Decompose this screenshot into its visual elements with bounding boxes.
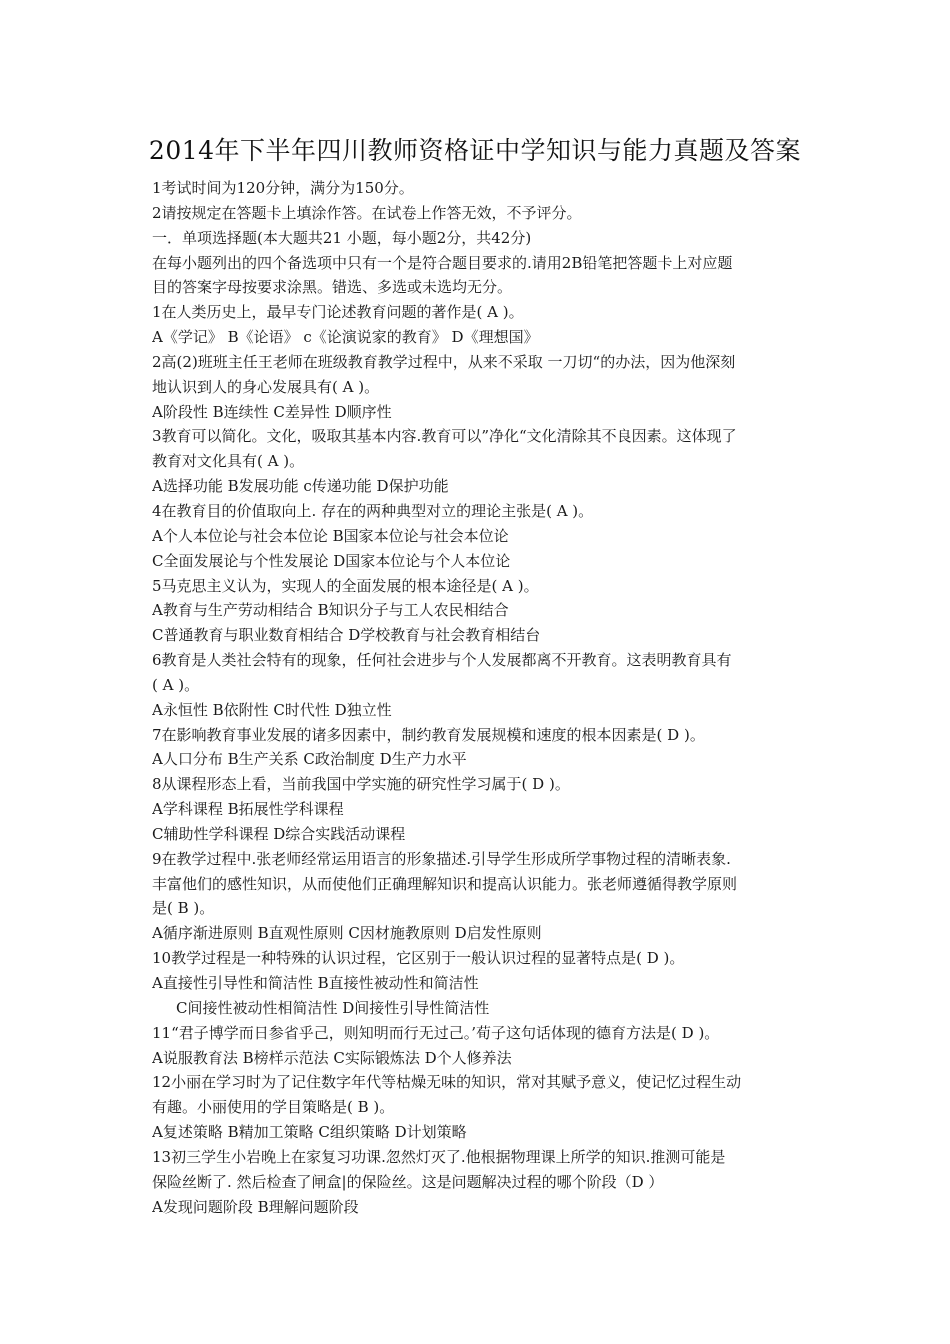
options-line: A复述策略 B精加工策略 C组织策略 D计划策略 — [152, 1123, 467, 1142]
options-line: A《学记》 B《论语》 c《论演说家的教育》 D《理想国》 — [152, 328, 539, 347]
options-line: A直接性引导性和简洁性 B直接性被动性和简洁性 — [152, 974, 479, 992]
question-line: 7在影响教育事业发展的诸多因素中，制约教育发展规模和速度的根本因素是( D )。 — [152, 725, 705, 744]
section-heading: 一．单项选择题(本大题共21 小题，每小题2分，共42分) — [152, 228, 532, 247]
options-line: C普通教育与职业数育相结合 D学校教育与社会教育相结台 — [152, 626, 541, 645]
question-line: 有趣。小丽使用的学目策略是( B )。 — [152, 1098, 395, 1117]
text-line: 1考试时间为120分钟，满分为150分。 — [152, 179, 414, 197]
question-line: 8从课程形态上看，当前我国中学实施的研究性学习属于( D )。 — [152, 775, 570, 794]
options-line: A永恒性 B依附性 C时代性 D独立性 — [152, 700, 392, 719]
question-line: 5马克思主义认为，实现人的全面发展的根本途径是( A )。 — [152, 576, 539, 595]
question-line: 地认识到人的身心发展具有( A )。 — [152, 377, 380, 396]
text-line: 2请按规定在答题卡上填涂作答。在试卷上作答无效，不予评分。 — [152, 203, 582, 222]
question-line: 是( B )。 — [152, 899, 215, 918]
options-line: A个人本位论与社会本位论 B国家本位论与社会本位论 — [152, 526, 509, 545]
question-line: 教育对文化具有( A )。 — [152, 452, 305, 471]
question-line: 12小丽在学习时为了记住数字年代等枯燥无味的知识，常对其赋予意义，使记忆过程生动 — [152, 1073, 742, 1092]
question-line: 1在人类历史上，最早专门论述教育问题的著作是( A )。 — [152, 303, 524, 322]
question-line: 13初三学生小岩晚上在家复习功课.忽然灯灭了.他根据物理课上所学的知识.推测可能是 — [152, 1147, 726, 1166]
options-line: A学科课程 B拓展性学科课程 — [152, 800, 344, 819]
document-title: 2014年下半年四川教师资格证中学知识与能力真题及答案 — [148, 136, 802, 165]
question-line: 6教育是人类社会特有的现象，任何社会进步与个人发展都离不开教育。这表明教育具有 — [152, 651, 732, 670]
question-line: 2高(2)班班主任王老师在班级教育教学过程中，从来不采取 一刀切“的办法，因为他深刻 — [152, 352, 736, 371]
options-line: A发现问题阶段 B理解问题阶段 — [152, 1197, 359, 1216]
question-line: 4在教育目的价值取向上. 存在的两种典型对立的理论主张是( A )。 — [152, 501, 594, 520]
document-body — [152, 176, 812, 1219]
options-line: A循序渐进原则 B直观性原则 C因材施教原则 D启发性原则 — [152, 924, 542, 943]
question-line: 11“君子博学而日参省乎己，则知明而行无过己。’荀子这句话体现的德育方法是( D )。 — [152, 1023, 720, 1042]
options-line: A说服教育法 B榜样示范法 C实际锻炼法 D个人修养法 — [152, 1048, 512, 1067]
question-line: 丰富他们的感性知识，从而使他们正确理解知识和提高认识能力。张老师遵循得教学原则 — [152, 874, 738, 893]
options-line: A阶段性 B连续性 C差异性 D顺序性 — [152, 402, 392, 421]
question-line: 3教育可以简化。文化，吸取其基本内容.教育可以”净化“文化清除其不良因素。这体现了 — [152, 427, 737, 446]
text-line: 目的答案字母按要求涂黑。错选、多选或未选均无分。 — [152, 278, 513, 297]
question-line: 保险丝断了. 然后检查了闸盒|的保险丝。这是问题解决过程的哪个阶段（D ） — [152, 1172, 664, 1191]
text-line: 在每小题列出的四个备选项中只有一个是符合题目要求的.请用2B铅笔把答题卡上对应题 — [152, 253, 733, 272]
options-line: C全面发展论与个性发展论 D国家本位论与个人本位论 — [152, 551, 511, 570]
options-line: A选择功能 B发展功能 c传递功能 D保护功能 — [152, 477, 449, 496]
options-line: C间接性被动性相简洁性 D间接性引导性简洁性 — [176, 998, 490, 1017]
question-line: 10教学过程是一种特殊的认识过程，它区别于一般认识过程的显著特点是( D )。 — [152, 949, 685, 968]
options-line: A人口分布 B生产关系 C政治制度 D生产力水平 — [152, 750, 467, 769]
options-line: A教育与生产劳动相结合 B知识分子与工人农民相结合 — [152, 601, 509, 620]
options-line: C辅助性学科课程 D综合实践活动课程 — [152, 824, 406, 843]
question-line: ( A )。 — [152, 675, 200, 694]
question-line: 9在教学过程中.张老师经常运用语言的形象描述.引导学生形成所学事物过程的清晰表象. — [152, 849, 731, 868]
